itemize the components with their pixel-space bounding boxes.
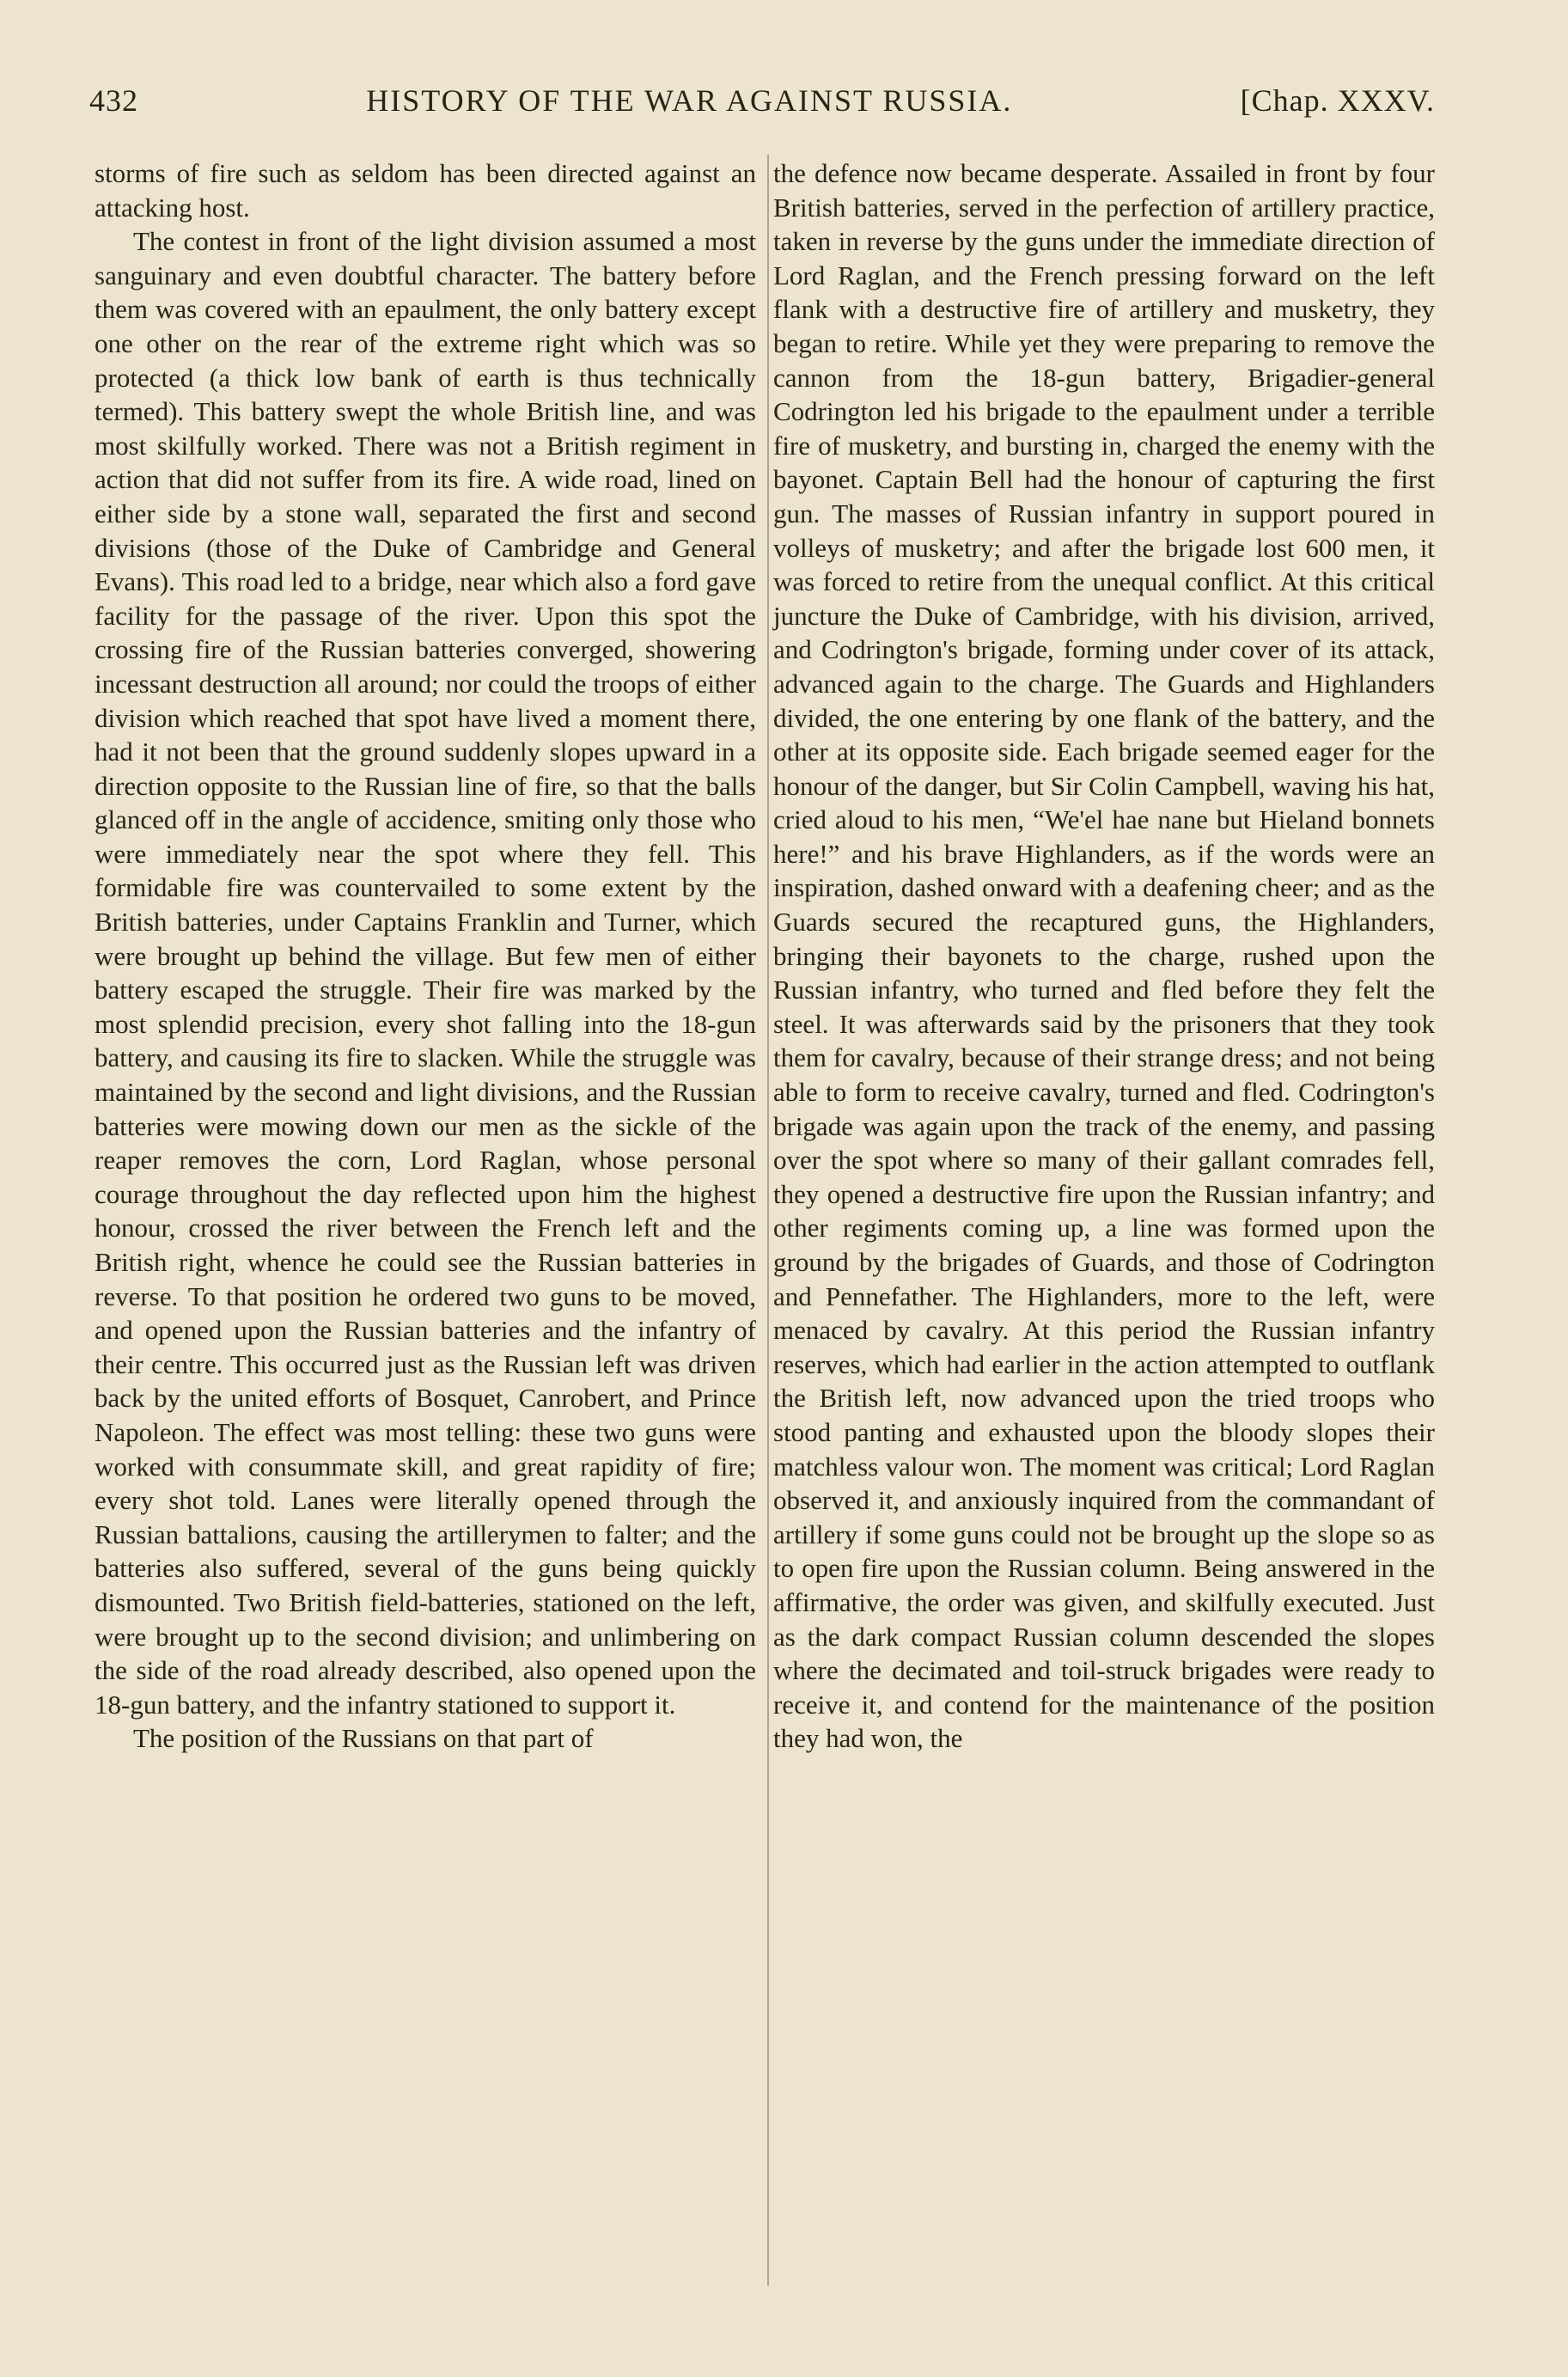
paragraph: The contest in front of the light division assumed a most sanguinary and even doubtful character. The battery before them was covered with an epaulment, the only battery except one other on the rear of the extreme right which was so protected (a thick low bank of earth is thus technically termed). This battery swept the whole British line, and was most skilfully worked. There was not a British regiment in action that did not suffer from its fire. A wide road, lined on either side by a stone wall, separated the first and second divisions (those of the Duke of Cambridge and General Evans). This road led to a bridge, near which also a ford gave facility for the passage of the river. Upon this spot the crossing fire of the Russian batteries converged, showering incessant destruction all around; nor could the troops of either division which reached that spot have lived a moment there, had it not been that the ground suddenly slopes upward in a direction opposite to the Russian line of fire, so that the balls glanced off in the angle of accidence, smiting only those who were immediately near the spot where they fell. This formidable fire was countervailed to some extent by the British batteries, under Captains Franklin and Turner, which were brought up behind the village. But few men of either battery escaped the struggle. Their fire was marked by the most splendid precision, every shot falling into the 18-gun battery, and causing its fire to slacken. While the struggle was maintained by the second and light divisions, and the Russian batteries were mowing down our men as the sickle of the reaper removes the corn, Lord Raglan, whose personal courage throughout the day reflected upon him the highest honour, crossed the river between the French left and the British right, whence he could see the Russian batteries in reverse. To that position he ordered two guns to be moved, and opened upon the Russian batteries and the infantry of their centre. This occurred just as the Russian left was driven back by the united efforts of Bosquet, Canrobert, and Prince Napoleon. The effect was most telling: these two guns were worked with consummate skill, and great rapidity of fire; every shot told. Lanes were literally opened through the Russian battalions, causing the artillerymen to falter; and the batteries also suffered, several of the guns being quickly dismounted. Two British field-batteries, stationed on the left, were brought up to the second division; and unlimbering on the side of the road already described, also opened upon the 18-gun battery, and the infantry stationed to support it. bbox=[95, 226, 756, 1720]
paragraph: the defence now became desperate. Assailed in front by four British batteries, served in the perfection of artillery practice, taken in reverse by the guns under the immediate direction of Lord Raglan, and the French pressing forward on the left flank with a destructive fire of artillery and musketry, they began to retire. While yet they were preparing to remove the cannon from the 18-gun battery, Brigadier-general Codrington led his brigade to the epaulment under a terrible fire of musketry, and bursting in, charged the enemy with the bayonet. Captain Bell had the honour of capturing the first gun. The masses of Russian infantry in support poured in volleys of musketry; and after the brigade lost 600 men, it was forced to retire from the unequal conflict. At this critical juncture the Duke of Cambridge, with his division, arrived, and Codrington's brigade, forming under cover of its attack, advanced again to the charge. The Guards and Highlanders divided, the one entering by one flank of the battery, and the other at its opposite side. Each brigade seemed eager for the honour of the danger, but Sir Colin Campbell, waving his hat, cried aloud to his men, “We'el hae nane but Hieland bonnets here!” and his brave Highlanders, as if the words were an inspiration, dashed onward with a deafening cheer; and as the Guards secured the recaptured guns, the Highlanders, bringing their bayonets to the charge, rushed upon the Russian infantry, who turned and fled before they felt the steel. It was afterwards said by the prisoners that they took them for cavalry, because of their strange dress; and not being able to form to receive cavalry, turned and fled. Codrington's brigade was again upon the track of the enemy, and passing over the spot where so many of their gallant comrades fell, they opened a destructive fire upon the Russian infantry; and other regiments coming up, a line was formed upon the ground by the brigades of Guards, and those of Codrington and Pennefather. The Highlanders, more to the left, were menaced by cavalry. At this period the Russian infantry reserves, which had earlier in the action attempted to outflank the British left, now advanced upon the tried troops who stood panting and exhausted upon the bloody slopes their matchless valour won. The moment was critical; Lord Raglan observed it, and anxiously inquired from the commandant of artillery if some guns could not be brought up the slope so as to open fire upon the Russian column. Being answered in the affirmative, the order was given, and skilfully executed. Just as the dark compact Russian column descended the slopes where the decimated and toil-struck brigades were ready to receive it, and contend for the maintenance of the position they had won, the bbox=[773, 158, 1435, 1754]
page-number: 432 bbox=[89, 83, 138, 118]
right-column bbox=[773, 156, 1435, 1756]
chapter-label: [Chap. XXXV. bbox=[1240, 83, 1435, 118]
running-title: HISTORY OF THE WAR AGAINST RUSSIA. bbox=[366, 83, 1013, 118]
column-divider bbox=[767, 155, 769, 2286]
paragraph: The position of the Russians on that part of bbox=[133, 1723, 594, 1754]
paragraph: storms of fire such as seldom has been directed against an attacking host. bbox=[95, 158, 756, 223]
running-header bbox=[89, 82, 1435, 125]
left-column bbox=[95, 156, 756, 1756]
